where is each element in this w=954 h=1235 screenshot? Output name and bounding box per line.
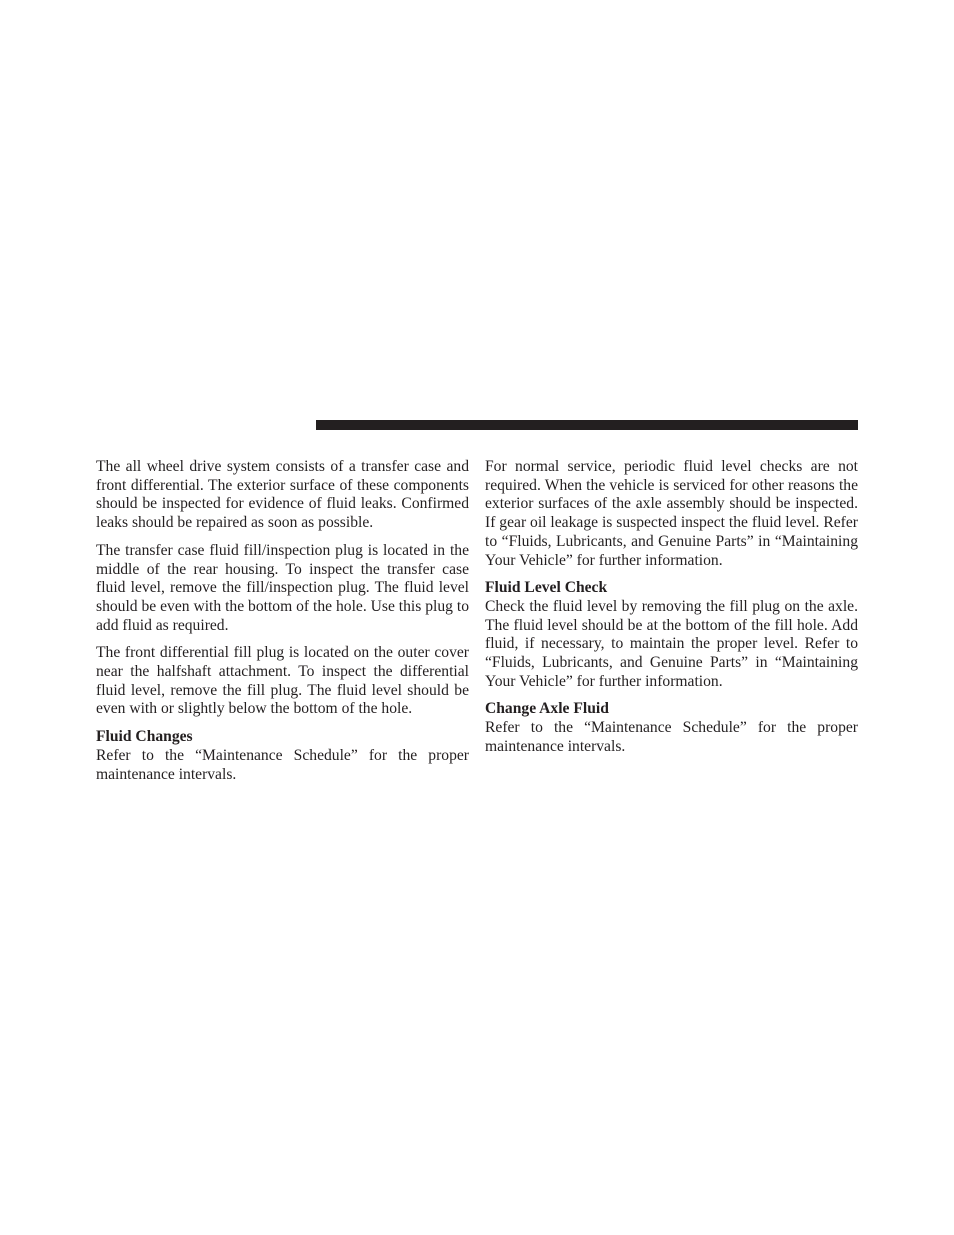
fluid-changes-paragraph: Refer to the “Maintenance Schedule” for the proper maintenance intervals. <box>96 746 469 783</box>
normal-service-paragraph: For normal service, periodic fluid level checks are not required. When the vehicle is serviced for other reasons the exterior surfaces of the axle assembly should be inspected. If gear oil leakage is suspected inspect the fluid level. Refer to “Fluids, Lubricants, and Genuine Parts” in “Maintaining Your Vehicle” for further information. <box>485 458 858 569</box>
right-text-column <box>485 458 858 766</box>
fluid-level-check-heading: Fluid Level Check <box>485 579 608 597</box>
awd-system-paragraph: The all wheel drive system consists of a transfer case and front differential. The exterior surface of these components should be inspected for evidence of fluid leaks. Confirmed leaks should be repaired as soon as possible. <box>96 458 469 532</box>
left-text-column <box>96 458 469 793</box>
front-differential-paragraph: The front differential fill plug is located on the outer cover near the halfshaft attachment. To inspect the differential fluid level, remove the fill plug. The fluid level should be even with or slightly below the bottom of the hole. <box>96 644 469 718</box>
change-axle-fluid-paragraph: Refer to the “Maintenance Schedule” for the proper maintenance intervals. <box>485 719 858 755</box>
transfer-case-paragraph: The transfer case fluid fill/inspection plug is located in the middle of the rear housing. To inspect the transfer case fluid level, remove the fill/inspection plug. The fluid level should be even with the bottom of the hole. Use this plug to add fluid as required. <box>96 541 469 634</box>
fluid-changes-heading: Fluid Changes <box>96 728 193 746</box>
section-header-rule <box>316 420 858 430</box>
change-axle-fluid-heading: Change Axle Fluid <box>485 700 609 718</box>
fluid-level-check-paragraph: Check the fluid level by removing the fill plug on the axle. The fluid level should be at the bottom of the fill hole. Add fluid, if necessary, to maintain the proper level. Refer to “Fluids, Lubricants, and Genuine Parts” in “Maintaining Your Vehicle” for further information. <box>485 597 858 690</box>
